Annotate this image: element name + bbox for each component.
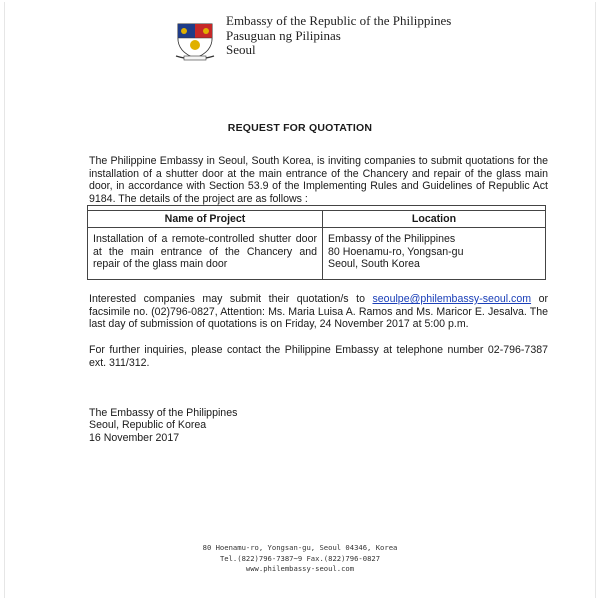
document-title: REQUEST FOR QUOTATION	[227, 122, 373, 134]
header-location: Location	[323, 211, 546, 228]
letterhead-line1: Embassy of the Republic of the Philippines	[226, 13, 452, 28]
submission-text-after: or facsimile no. (02)796-0827, Attention: Ms. Maria Luisa A. Ramos and Ms. Maricor E. Jesalva. The last day of submission of quotations is on Friday, 24 November 2017 at 5:00 p.m.	[89, 293, 548, 331]
footer-address: 80 Hoenamu-ro, Yongsan-gu, Seoul 04346, Korea	[202, 543, 398, 552]
header-name-of-project: Name of Project	[88, 211, 323, 228]
footer-website: www.philembassy-seoul.com	[245, 564, 355, 573]
table-header-row	[88, 211, 546, 228]
intro-paragraph: The Philippine Embassy in Seoul, South Korea, is inviting companies to submit quotations for the installation of a shutter door at the main entrance of the Chancery and repair of the glass main door, in accordance with Section 53.9 of the Implementing Rules and Guidelines of Republic Act 9184. The details of the project are as follows :	[89, 155, 548, 205]
inquiries-paragraph: For further inquiries, please contact the Philippine Embassy at telephone number 02-796-7387 ext. 311/312.	[89, 344, 548, 369]
signoff-line1: The Embassy of the Philippines	[89, 407, 238, 419]
location-line3: Seoul, South Korea	[328, 258, 420, 271]
location-line1: Embassy of the Philippines	[328, 233, 456, 246]
email-link[interactable]: seoulpe@philembassy-seoul.com	[372, 293, 532, 305]
table-row	[88, 228, 546, 279]
submission-paragraph	[89, 293, 548, 331]
philippine-seal-icon	[172, 16, 218, 62]
signoff-line2: Seoul, Republic of Korea	[89, 419, 207, 432]
footer	[0, 543, 600, 575]
location-line2: 80 Hoenamu-ro, Yongsan-gu	[328, 245, 464, 258]
project-table	[87, 205, 546, 280]
letterhead-line3: Seoul	[226, 42, 256, 57]
footer-phones: Tel.(822)796-7387~9 Fax.(822)796-0827	[219, 553, 381, 563]
letterhead-line2: Pasuguan ng Pilipinas	[226, 27, 341, 43]
signoff-date: 16 November 2017	[89, 431, 180, 444]
location-cell	[323, 228, 546, 279]
letterhead	[172, 14, 451, 62]
submission-text-before: Interested companies may submit their quotation/s to	[89, 293, 373, 305]
signoff	[89, 407, 237, 444]
project-name-cell: Installation of a remote-controlled shutter door at the main entrance of the Chancery and repair of the glass main door	[88, 228, 323, 279]
